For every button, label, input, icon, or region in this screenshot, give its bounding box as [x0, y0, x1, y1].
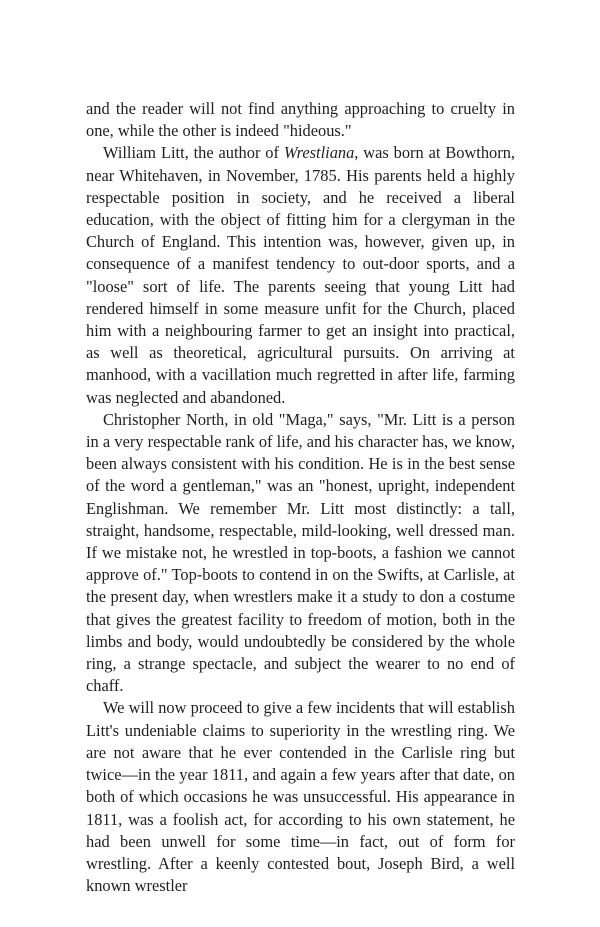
paragraph-william-litt [86, 142, 515, 408]
paragraph-incidents [86, 697, 515, 897]
paragraph-continuation [86, 98, 515, 142]
paragraph-text: William Litt, the author of [103, 143, 284, 163]
paragraph-text: and the reader will not find anything approaching to cruelty in one, while the other is indeed "hideous." [86, 99, 515, 141]
paragraph-christopher-north [86, 409, 515, 698]
page-body [86, 98, 515, 897]
paragraph-text: We will now proceed to give a few incidents that will establish Litt's undeniable claims to superiority in the wrestling ring. We are not aware that he ever contended in the Carlisle ring but twice—in the year 1811, and again a few years after that date, on both of which occasions he was unsuccessful. His appearance in 1811, was a foolish act, for according to his own statement, he had been unwell for some time—in fact, out of form for wrestling. After a keenly contested bout, Joseph Bird, a well known wrestler [86, 698, 515, 896]
paragraph-text: , was born at Bowthorn, near Whitehaven, in November, 1785. His parents held a highly respectable position in society, and he received a liberal education, with the object of fitting him for a clergyman in the Church of England. This intention was, however, given up, in consequence of a manifest tendency to out-door sports, and a "loose" sort of life. The parents seeing that young Litt had rendered himself in some measure unfit for the Church, placed him with a neighbouring farmer to get an insight into practical, as well as theoretical, agricultural pursuits. On arriving at manhood, with a vacillation much regretted in after life, farming was neglected and abandoned. [86, 143, 515, 407]
paragraph-text: Christopher North, in old "Maga," says, "Mr. Litt is a person in a very respectable rank of life, and his character has, we know, been always consistent with his condition. He is in the best sense of the word a gentleman," was an "honest, upright, independent Englishman. We remember Mr. Litt most distinctly: a tall, straight, handsome, respectable, mild-looking, well dressed man. If we mistake not, he wrestled in top-boots, a fashion we cannot approve of." Top-boots to contend in on the Swifts, at Carlisle, at the present day, when wrestlers make it a study to don a costume that gives the greatest facility to freedom of motion, both in the limbs and body, would undoubtedly be considered by the whole ring, a strange spectacle, and subject the wearer to no end of chaff. [86, 409, 515, 696]
book-title: Wrestliana [283, 143, 355, 163]
